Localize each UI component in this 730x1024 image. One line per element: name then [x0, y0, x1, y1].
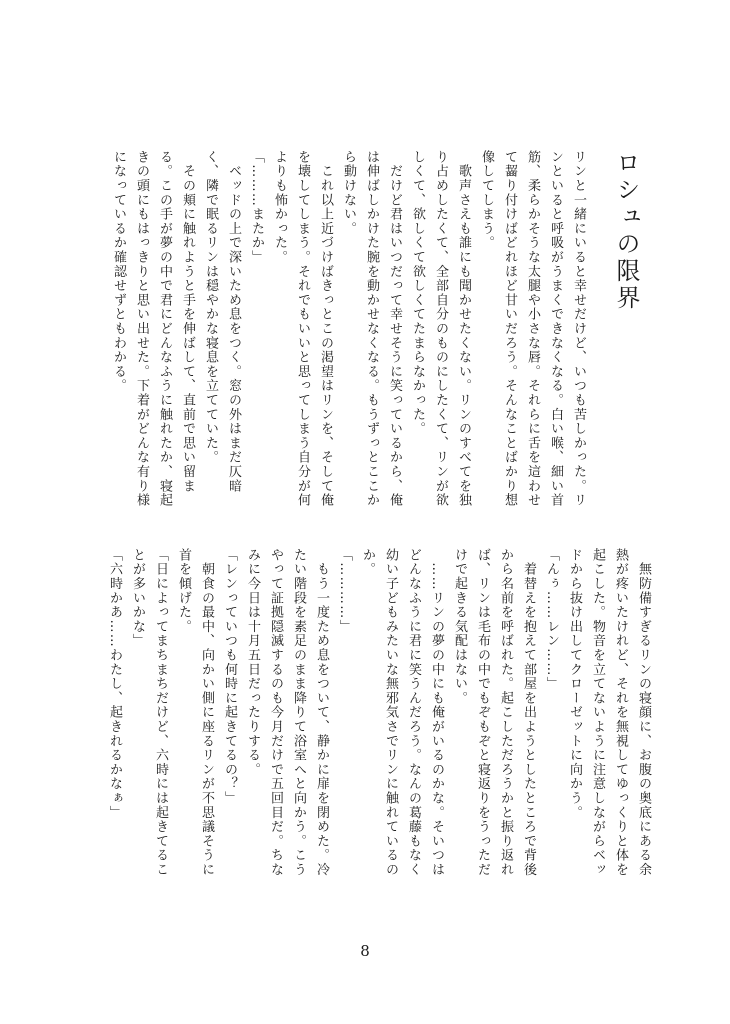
paragraph: ベッドの上で深いため息をつく。窓の外はまだ仄暗く、隣で眠るリンは穏やかな寝息を立てていた。	[203, 150, 241, 494]
paragraph: 朝食の最中、向かい側に座るリンが不思議そうに首を傾げた。	[176, 548, 214, 877]
paragraph: もう一度ため息をついて、静かに扉を閉めた。冷たい階段を素足のまま降りて浴室へと向かう。こうやって証拠隠滅するのも今月だけで五回目だ。ちなみに今日は十月五日だったりする。	[245, 548, 329, 877]
paragraph: リンと一緒にいると幸せだけど、いつも苦しかった。リンといると呼吸がうまくできなくなる。白い喉、細い首筋、柔らかそうな太腿や小さな唇。それらに舌を這わせて齧り付けばどれほど甘いだろう。そんなことばかり想像してしまう。	[479, 150, 586, 508]
dialogue: 「んぅ……レン……」	[544, 548, 559, 691]
paragraph: だけど君はいつだって幸せそうに笑っているから、俺は伸ばしかけた腕を動かせなくなる。もうずっとここから動けない。	[341, 150, 402, 508]
top-text-section	[111, 150, 590, 510]
page-number: 8	[360, 942, 370, 960]
paragraph: これ以上近づけばきっとこの渇望はリンを、そして俺を壊してしまう。それでもいいと思ってしまう自分が何よりも怖かった。	[272, 150, 333, 508]
dialogue: 「…………」	[337, 548, 352, 634]
paragraph: 歌声さえも誰にも聞かせたくない。リンのすべてを独り占めしたくて、全部自分のものにしたくて、リンが欲しくて、欲しくて欲しくてたまらなかった。	[410, 150, 471, 508]
bottom-text-section	[75, 548, 655, 888]
paragraph: 着替えを抱えて部屋を出ようとしたところで背後から名前を呼ばれた。起こしただろうかと振り返れば、リンは毛布の中でもぞもぞと寝返りをうっただけで起きる気配はない。	[452, 548, 536, 877]
dialogue: 「日によってまちまちだけど、六時には起きてることが多いかな」	[130, 548, 168, 877]
paragraph: ……リンの夢の中にも俺がいるのかな。そいつはどんなふうに君に笑うんだろう。なんの葛藤もなく幼い子どもみたいな無邪気さでリンに触れているのか。	[360, 548, 444, 877]
dialogue: 「………またか」	[249, 150, 264, 265]
chapter-title: ロシュの限界	[612, 150, 640, 312]
dialogue: 「レンっていつも何時に起きてるの？」	[222, 548, 237, 806]
paragraph: 無防備すぎるリンの寝顔に、お腹の奥底にある余熱が疼いたけれど、それを無視してゆっくりと体を起こした。物音を立てないように注意しながらベッドから抜け出してクローゼットに向かう。	[567, 548, 651, 877]
paragraph: その頬に触れようと手を伸ばして、直前で思い留まる。この手が夢の中で君にどんなふうに触れたか、寝起きの頭にもはっきりと思い出せた。下着がどんな有り様になっているか確認せずともわかる。	[111, 150, 195, 508]
dialogue: 「六時かあ……わたし、起きれるかなぁ」	[107, 548, 122, 820]
